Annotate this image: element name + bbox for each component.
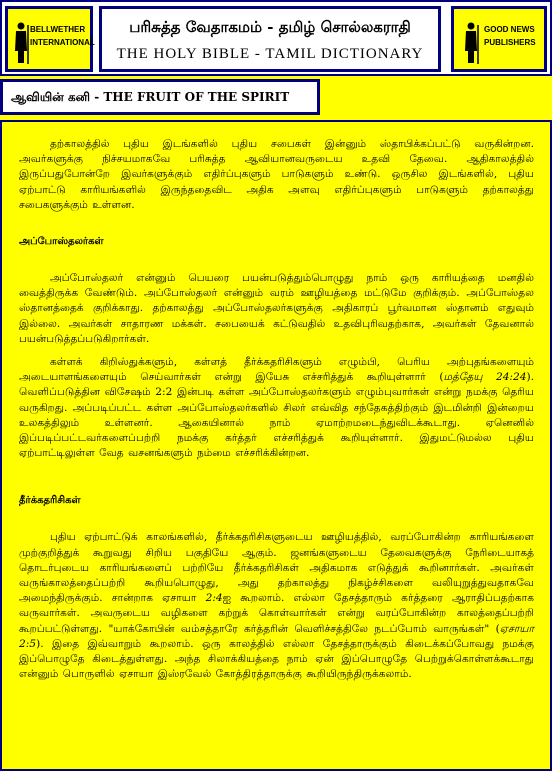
- good-news-logo: [451, 6, 547, 72]
- article-body: [0, 120, 552, 771]
- section-title-english: - THE FRUIT OF THE SPIRIT: [94, 90, 290, 104]
- intro-paragraph: தற்காலத்தில் புதிய இடங்களில் புதிய சபைகள் இன்னும் ஸ்தாபிக்கப்பட்டு வருகின்றன. அவர்களுக்கு நிச்சயமாகவே பரிசுத்த ஆவியானவருடைய உதவி தேவை. ஆதிகாலத்தில் இருப்பதுபோன்றே இவர்களுக்கும் எதிர்ப்புகளும் பாடுகளும் உண்டு. ஒருசில இடங்களில், புதிய ஏற்பாட்டு காரியங்களில் இருந்ததைவிட அதிக அளவு எதிர்ப்புகளும் பாடுகளும் தற்காலத்து சபைகளுக்கும் உள்ளன.: [19, 138, 534, 211]
- section-title-box: [0, 79, 320, 115]
- scripture-reference: மத்தேயு 24:24: [443, 371, 527, 384]
- apostles-paragraph-1: அப்போஸ்தலர் என்னும் பெயரை பயன்படுத்தும்பொழுது நாம் ஒரு காரியத்தை மனதில் வைத்திருக்க வேண்டும். அப்போஸ்தலர் என்னும் வரம் ஊழியத்தை மட்டுமே குறிக்கும். அப்போஸ்தல ஸ்தானத்தைக் குறிக்காது. தற்காலத்து அப்போஸ்தலர்களுக்கு அதிகாரப் பூர்வமான ஸ்தானம் எதுவும் இல்லை. அவர்கள் சாதாரண மக்கள். சபையைக் கட்டுவதில் உதவிபுரிவதற்காக, அவர்கள் தேவனால் பயன்படுத்தப்படுகிறார்கள்.: [19, 272, 534, 345]
- title-box: [99, 6, 441, 72]
- shepherd-figure-icon: [12, 21, 30, 65]
- title-tamil: பரிசுத்த வேதாகமம் - தமிழ் சொல்லகராதி: [129, 18, 411, 36]
- section-title: [11, 90, 289, 106]
- prophets-heading: தீர்க்கதரிசிகள்: [19, 495, 81, 507]
- header-banner: [0, 0, 552, 76]
- section-title-tamil: ஆவியின் கனி: [11, 90, 90, 104]
- apostles-heading: அப்போஸ்தலர்கள்: [19, 236, 104, 248]
- bellwether-logo: [5, 6, 93, 72]
- scripture-reference: ஏசாயா 2:5: [19, 622, 534, 650]
- right-logo-text: GOOD NEWS PUBLISHERS: [484, 25, 536, 47]
- title-english: THE HOLY BIBLE - TAMIL DICTIONARY: [116, 46, 424, 62]
- apostles-paragraph-2: கள்ளக் கிறிஸ்துக்களும், கள்ளத் தீர்க்கதரிசிகளும் எழும்பி, பெரிய அற்புதங்களையும் அடையாளங்களையும் செய்வார்கள் என்று இயேசு எச்சரித்துக் கூறியுள்ளார் (மத்தேயு 24:24). வெளிப்படுத்தின விசேஷம் 2:2 இன்படி கள்ள அப்போஸ்தலர்களும் எழும்புவார்கள் என்று நமக்கு தெரிய வருகிறது. அப்படிப்பட்ட கள்ள அப்போஸ்தலர்களில் சிலர் எவ்வித சந்தேகத்திற்கும் இடமின்றி இன்றைய உலகத்திலும் உள்ளனர். ஆகையினால் நாம் ஏமாற்றமடைந்துவிடக்கூடாது. ஏனெனில் இப்படிப்பட்டவர்களைப்பற்றி நமக்கு கர்த்தர் எச்சரித்துக் கூறியுள்ளார். இதுமட்டுமல்ல புதிய ஏற்பாட்டிலுள்ள வேத வசனங்களும் நம்மை எச்சரிக்கின்றன.: [19, 356, 534, 460]
- left-logo-text: BELLWETHER INTERNATIONAL: [30, 25, 95, 47]
- prophets-paragraph: புதிய ஏற்பாட்டுக் காலங்களில், தீர்க்கதரிசிகளுடைய ஊழியத்தில், வரப்போகின்ற காரியங்களை முற்குறித்துக் கூறுவது சிறிய பகுதியே ஆகும். ஜனங்களுடைய தேவைகளுக்கு நேரிடையாகத் தொடர்புடைய காரியங்களைப் பற்றியே தீர்க்கதரிசிகள் அதிகமாக எடுத்துக் கூறினார்கள். அவர்கள் வருங்காலத்தைப்பற்றி கூறியபொழுது, அது தற்காலத்து நிகழ்ச்சிகளை வலியுறுத்துவதாகவே அமைந்திருக்கும். சான்றாக ஏசாயா 2:4ஐ கூறலாம். எல்லா தேசத்தாரும் கர்த்தரை ஆராதிப்பதற்காக வருவார்கள். அவருடைய வழிகளை கற்றுக் கொள்வார்கள் என்று வரப்போகின்ற காலத்தைப்பற்றி கூறப்பட்டுள்ளது. "யாக்கோபின் வம்சத்தாரே கர்த்தரின் வெளிச்சத்திலே நடப்போம் வாருங்கள்" (ஏசாயா 2:5). இதை இவ்வாறும் கூறலாம். ஒரு காலத்தில் எல்லா தேசத்தாருக்கும் கிடைக்கப்போவது நமக்கு இப்பொழுதே கிடைத்துள்ளது. அந்த சிலாக்கியத்தை நாம் ஏன் இப்பொழுதே பெற்றுக்கொள்ளக்கூடாது என்னும் பொருளில் ஏசாயா இஸ்ரவேல் கோத்திரத்தாருக்கு கூறியிருந்திருக்கலாம்.: [19, 531, 534, 681]
- scripture-reference: 2:4: [205, 592, 223, 605]
- shepherd-figure-icon: [462, 21, 480, 65]
